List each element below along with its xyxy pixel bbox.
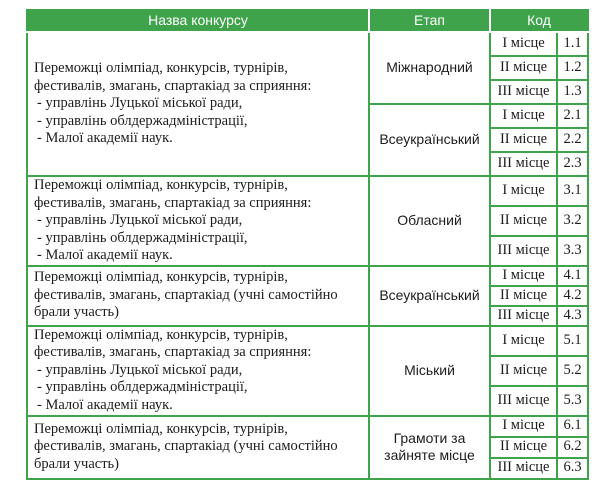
code-cell: 3.3 <box>557 236 588 266</box>
code-cell: 6.2 <box>557 437 588 458</box>
place-cell: ІІІ місце <box>490 306 557 326</box>
table-row <box>27 176 588 206</box>
table-row <box>27 32 588 56</box>
table-row <box>27 326 588 356</box>
place-cell: ІІ місце <box>490 286 557 306</box>
code-cell: 1.1 <box>557 32 588 56</box>
place-cell: ІІІ місце <box>490 386 557 416</box>
code-cell: 3.1 <box>557 176 588 206</box>
place-cell: І місце <box>490 32 557 56</box>
code-cell: 4.3 <box>557 306 588 326</box>
code-cell: 5.1 <box>557 326 588 356</box>
place-cell: ІІ місце <box>490 437 557 458</box>
stage-cell: Обласний <box>369 176 490 266</box>
place-cell: ІІІ місце <box>490 458 557 479</box>
stage-cell: Міський <box>369 326 490 416</box>
place-cell: ІІ місце <box>490 128 557 152</box>
code-cell: 2.1 <box>557 104 588 128</box>
code-cell: 5.2 <box>557 356 588 386</box>
stage-cell: Всеукраїнський <box>369 104 490 176</box>
code-cell: 5.3 <box>557 386 588 416</box>
code-cell: 6.1 <box>557 416 588 437</box>
place-cell: ІІ місце <box>490 206 557 236</box>
code-cell: 1.3 <box>557 80 588 104</box>
code-cell: 2.3 <box>557 152 588 176</box>
competition-name: Переможці олімпіад, конкурсів, турнірів, фестивалів, змагань, спартакіад за сприяння: - управлінь Луцької міської ради, - управлінь облдержадміністрації, - Малої академії наук. <box>27 326 369 416</box>
place-cell: ІІ місце <box>490 356 557 386</box>
place-cell: І місце <box>490 266 557 286</box>
place-cell: І місце <box>490 176 557 206</box>
table-row <box>27 416 588 437</box>
code-cell: 2.2 <box>557 128 588 152</box>
code-cell: 3.2 <box>557 206 588 236</box>
header-name: Назва конкурсу <box>27 10 369 32</box>
header-row <box>27 10 588 32</box>
place-cell: І місце <box>490 416 557 437</box>
competition-name: Переможці олімпіад, конкурсів, турнірів, фестивалів, змагань, спартакіад за сприяння: - управлінь Луцької міської ради, - управлінь облдержадміністрації, - Малої академії наук. <box>27 176 369 266</box>
place-cell: І місце <box>490 326 557 356</box>
place-cell: ІІІ місце <box>490 80 557 104</box>
place-cell: ІІ місце <box>490 56 557 80</box>
place-cell: ІІІ місце <box>490 152 557 176</box>
competition-name: Переможці олімпіад, конкурсів, турнірів, фестивалів, змагань, спартакіад (учні самостійно брали участь) <box>27 266 369 326</box>
header-code: Код <box>490 10 588 32</box>
stage-cell: Міжнародний <box>369 32 490 104</box>
competition-name: Переможці олімпіад, конкурсів, турнірів, фестивалів, змагань, спартакіад за сприяння: - управлінь Луцької міської ради, - управлінь облдержадміністрації, - Малої академії наук. <box>27 32 369 176</box>
table-row <box>27 266 588 286</box>
code-cell: 4.1 <box>557 266 588 286</box>
code-cell: 4.2 <box>557 286 588 306</box>
stage-cell: Всеукраїнський <box>369 266 490 326</box>
header-stage: Етап <box>369 10 490 32</box>
competition-table <box>26 9 589 480</box>
code-cell: 6.3 <box>557 458 588 479</box>
stage-cell: Грамоти за зайняте місце <box>369 416 490 479</box>
competition-name: Переможці олімпіад, конкурсів, турнірів, фестивалів, змагань, спартакіад (учні самостійно брали участь) <box>27 416 369 479</box>
code-cell: 1.2 <box>557 56 588 80</box>
place-cell: І місце <box>490 104 557 128</box>
place-cell: ІІІ місце <box>490 236 557 266</box>
